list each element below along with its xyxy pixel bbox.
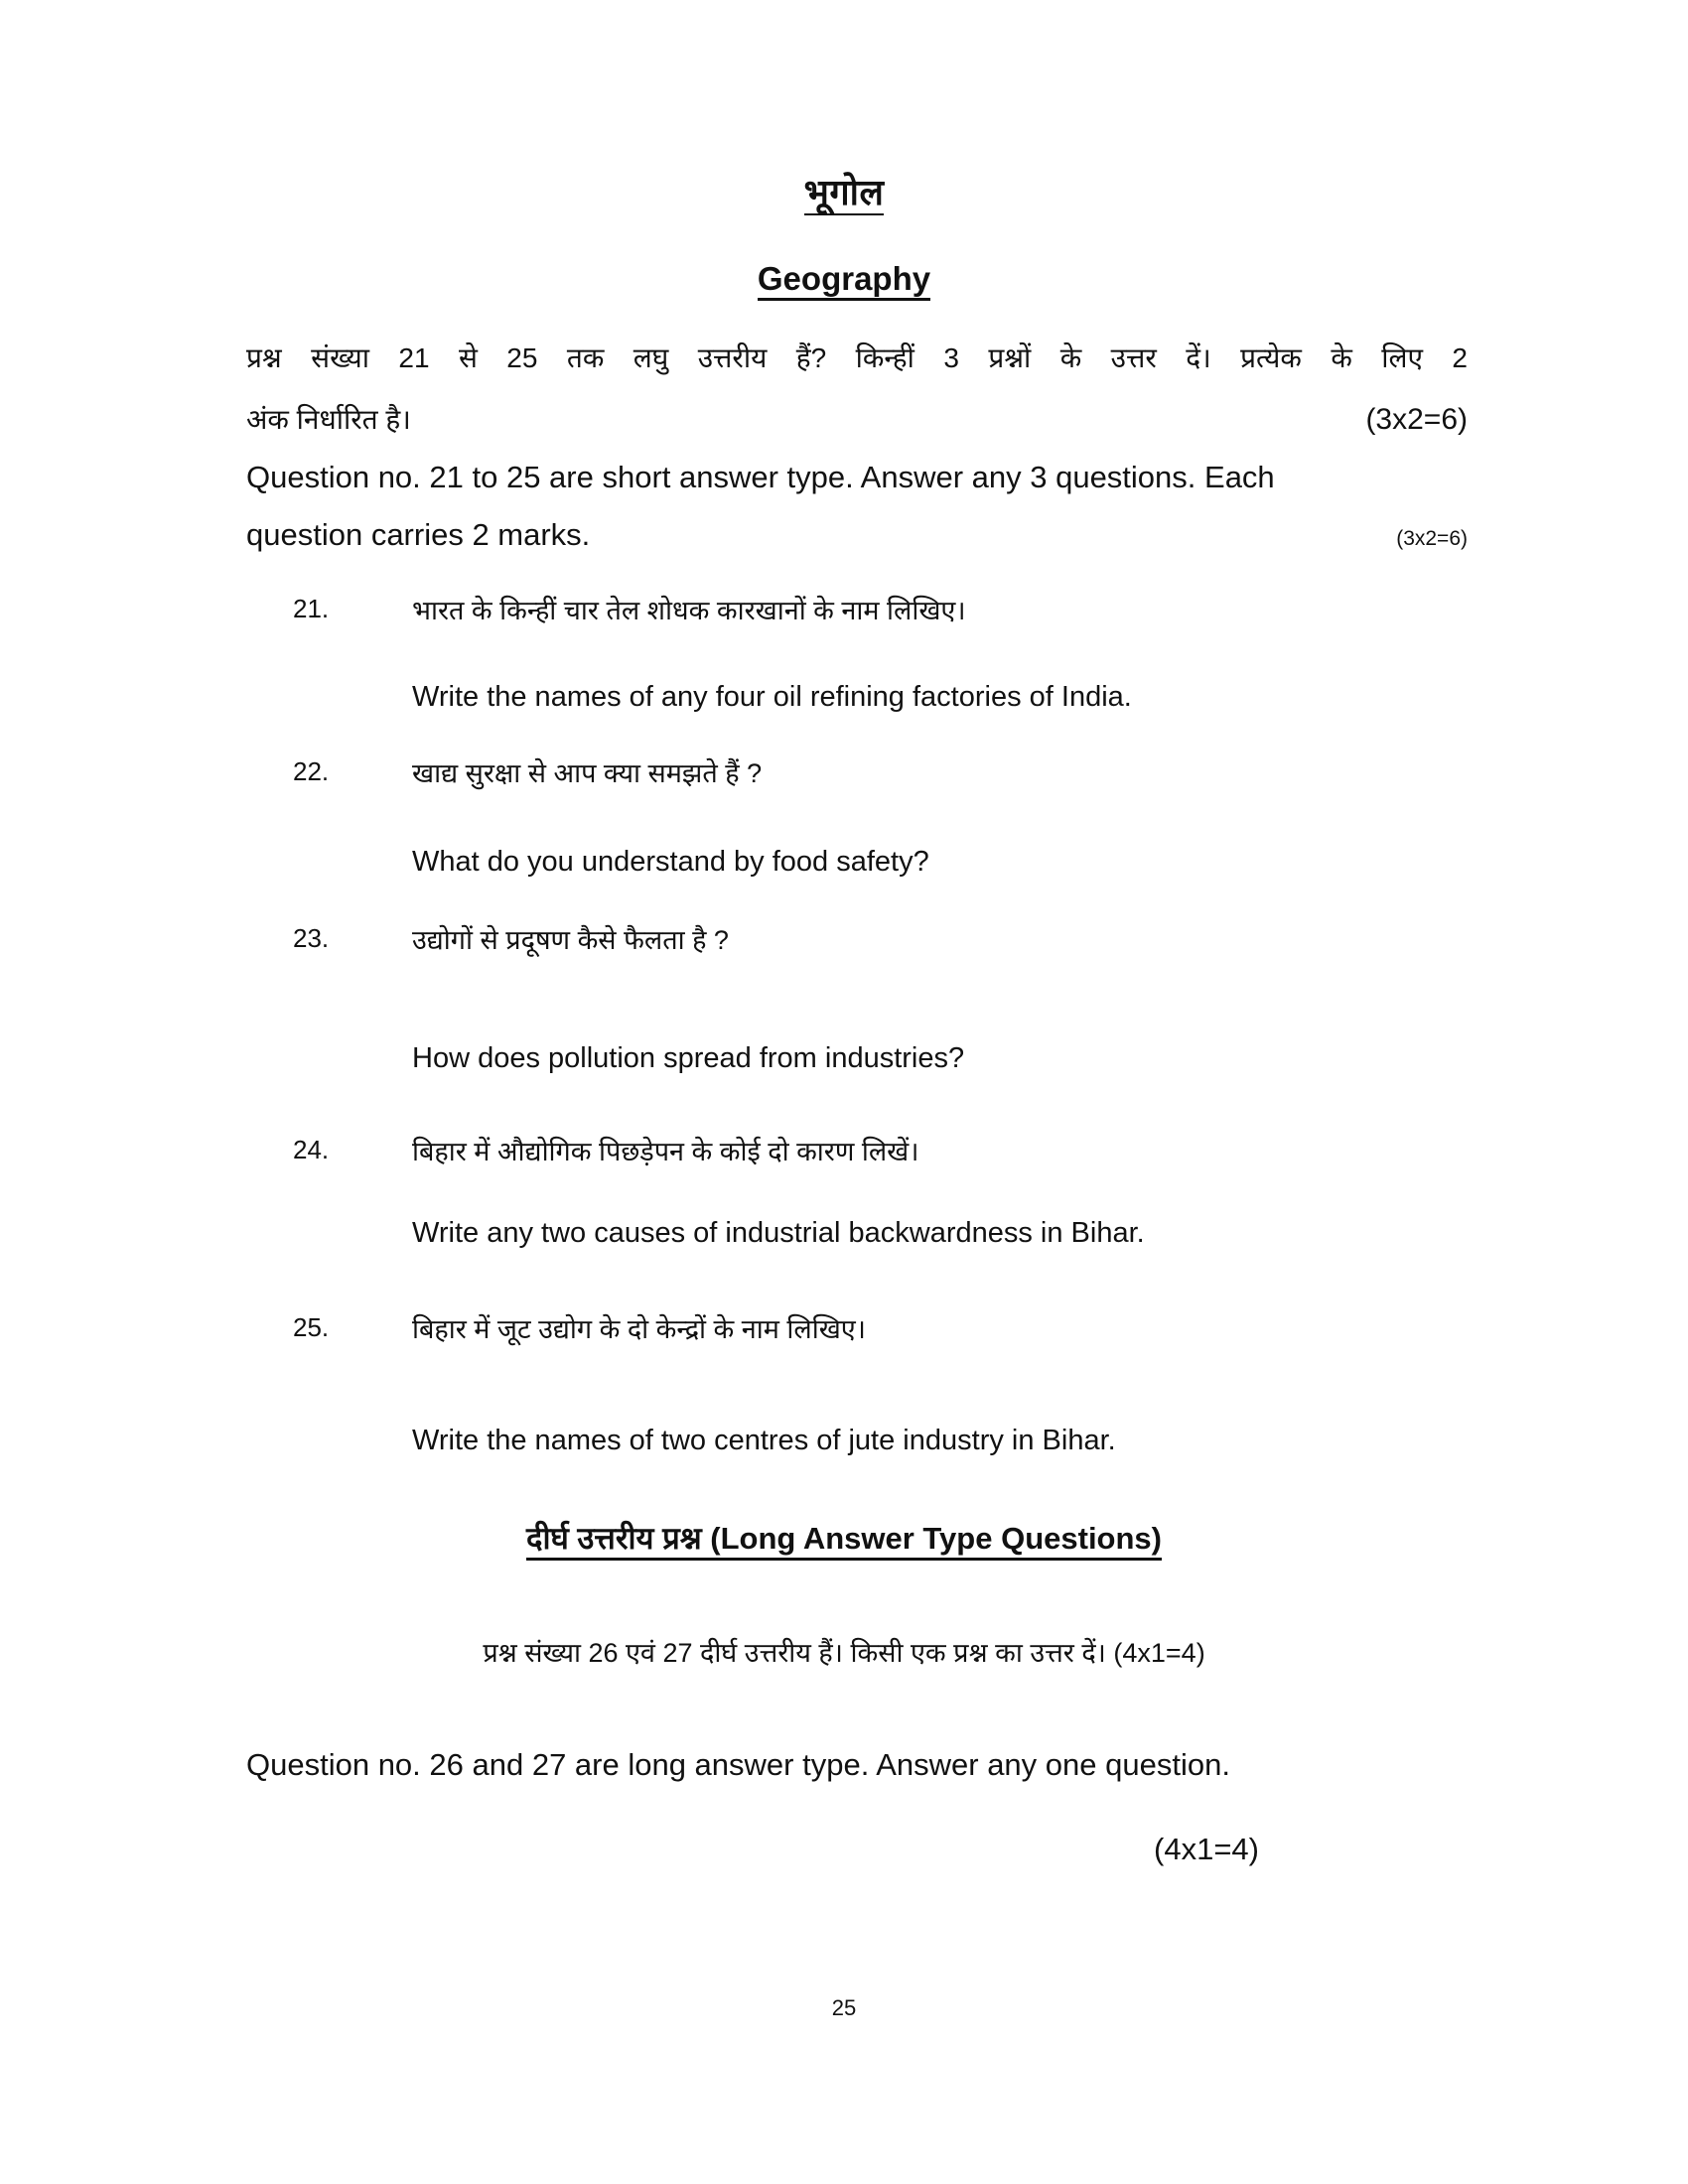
question-body [412,756,1475,880]
short-answer-instruction-english [246,449,1468,568]
instruction-hindi-line-2-text: अंक निर्धारित है। [246,404,411,435]
instruction-hindi-marks: (3x2=6) [1365,403,1468,436]
page-title-english [0,260,1688,298]
short-answer-instruction-hindi [246,328,1468,451]
question-body [412,923,1475,1076]
question-text-english: How does pollution spread from industries? [412,1042,965,1074]
question-text-english: Write any two causes of industrial backwardness in Bihar. [412,1217,1145,1249]
question-text-english: Write the names of any four oil refining factories of India. [412,681,1132,713]
long-answer-section-heading [0,1517,1688,1559]
question-text-english: What do you understand by food safety? [412,846,929,878]
instruction-english-marks: (3x2=6) [1396,527,1468,550]
page-number: 25 [831,1995,857,2020]
long-answer-instruction-english: Question no. 26 and 27 are long answer type. Answer any one question. [246,1747,1230,1782]
page-title-hindi-text: भूगोल [804,172,885,215]
question-text-english: Write the names of two centres of jute industry in Bihar. [412,1425,1116,1456]
question-body [412,1135,1475,1251]
long-answer-instruction-marks: (4x1=4) [1154,1832,1259,1866]
page-title-hindi [0,167,1688,215]
question-number: 23. [293,923,330,953]
question-body [412,594,1475,715]
instruction-english-line-2-text: question carries 2 marks. [246,517,591,552]
question-item [293,923,1475,1076]
question-item [293,756,1475,880]
long-answer-instruction-hindi: प्रश्न संख्या 26 एवं 27 दीर्घ उत्तरीय हैं। किसी एक प्रश्न का उत्तर दें। (4x1=4) [483,1638,1205,1668]
instruction-english-line-1: Question no. 21 to 25 are short answer type. Answer any 3 questions. Each [246,460,1275,494]
question-text-hindi: बिहार में जूट उद्योग के दो केन्द्रों के नाम लिखिए। [412,1314,866,1344]
instruction-hindi-line-2 [246,389,1468,451]
question-text-hindi: उद्योगों से प्रदूषण कैसे फैलता है ? [412,925,729,955]
question-number: 25. [293,1312,330,1342]
question-text-hindi: खाद्य सुरक्षा से आप क्या समझते हैं ? [412,758,763,788]
question-number: 21. [293,594,330,623]
question-text-hindi: बिहार में औद्योगिक पिछड़ेपन के कोई दो कारण लिखें। [412,1137,919,1166]
question-item [293,594,1475,715]
question-body [412,1312,1475,1458]
question-item [293,1312,1475,1458]
question-text-hindi: भारत के किन्हीं चार तेल शोधक कारखानों के नाम लिखिए। [412,596,966,625]
question-number: 22. [293,756,330,786]
question-item [293,1135,1475,1251]
page-title-english-text: Geography [758,260,930,301]
long-answer-section-heading-text: दीर्घ उत्तरीय प्रश्न (Long Answer Type Questions) [526,1521,1162,1561]
instruction-hindi-line-1: प्रश्न संख्या 21 से 25 तक लघु उत्तरीय हैं? किन्हीं 3 प्रश्नों के उत्तर दें। प्रत्येक के लिए 2 [246,342,1468,373]
instruction-english-line-2 [246,506,1468,568]
question-number: 24. [293,1135,330,1164]
